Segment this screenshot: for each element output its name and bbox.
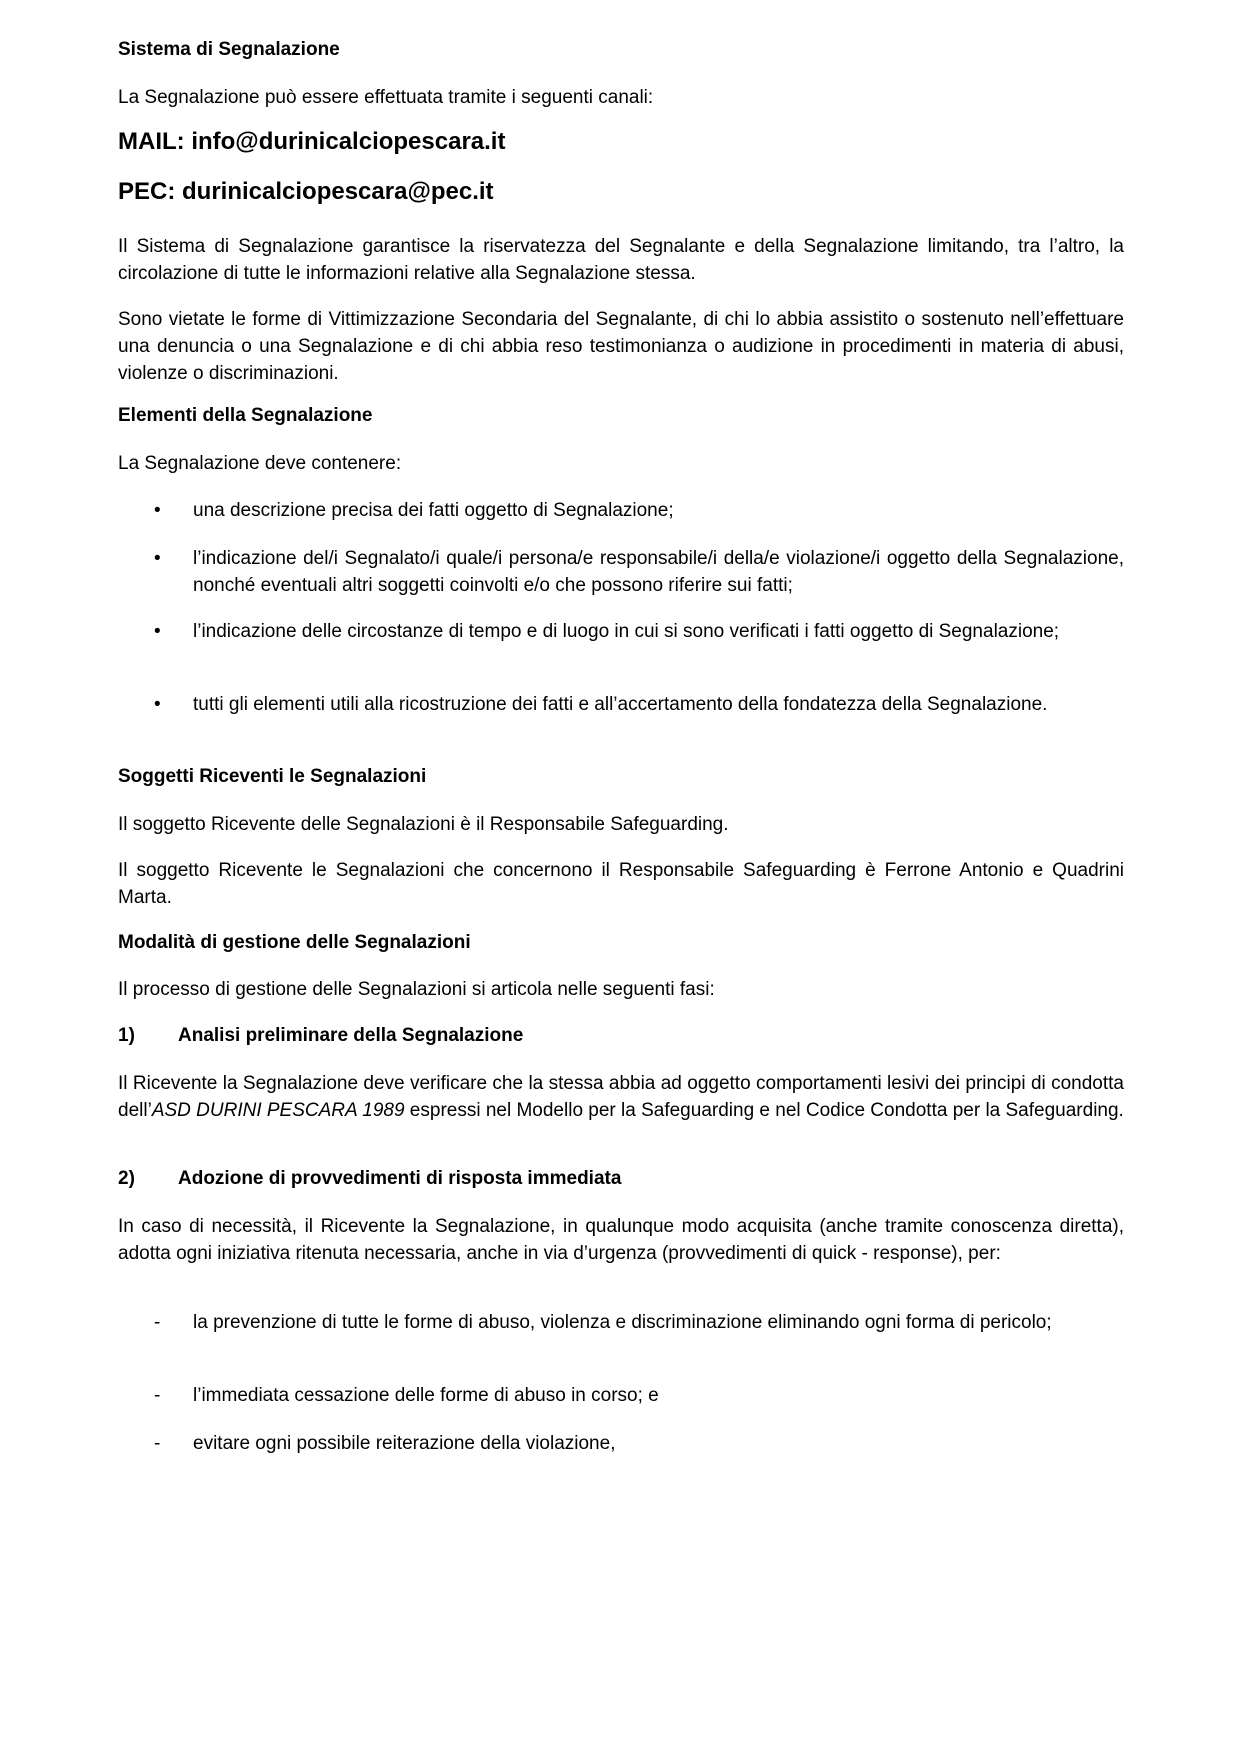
heading-soggetti-riceventi: Soggetti Riceventi le Segnalazioni xyxy=(118,766,427,787)
list-item-text: l’indicazione del/i Segnalato/i quale/i persona/e responsabile/i della/e violazione/i oggetto della Segnalazione, nonché eventuali altri soggetti coinvolti e/o che possono riferire sui fatti; xyxy=(193,548,1124,596)
bullet-marker: • xyxy=(154,621,161,642)
bullet-marker: • xyxy=(154,694,161,715)
heading-sistema-segnalazione: Sistema di Segnalazione xyxy=(118,39,340,60)
intro-canali: La Segnalazione può essere effettuata tramite i seguenti canali: xyxy=(118,87,654,108)
fase-number: 1) xyxy=(118,1025,135,1046)
pec-contact: PEC: durinicalciopescara@pec.it xyxy=(118,178,494,205)
fase-title: Adozione di provvedimenti di risposta immediata xyxy=(178,1168,622,1189)
fase-number: 2) xyxy=(118,1168,135,1189)
bullet-marker: • xyxy=(154,548,161,569)
paragraph-vittimizzazione: Sono vietate le forme di Vittimizzazione Secondaria del Segnalante, di chi lo abbia assistito o sostenuto nell’effettuare una denuncia o una Segnalazione e di chi abbia reso testimonianza o audizione in procedimenti in materia di abusi, violenze o discriminazioni. xyxy=(118,309,1124,384)
list-item-text: l’immediata cessazione delle forme di abuso in corso; e xyxy=(193,1385,659,1406)
organization-name: ASD DURINI PESCARA 1989 xyxy=(151,1100,405,1121)
paragraph-fase-1 xyxy=(118,1070,1124,1124)
paragraph-riservatezza: Il Sistema di Segnalazione garantisce la riservatezza del Segnalante e della Segnalazione limitando, tra l’altro, la circolazione di tutte le informazioni relative alla Segnalazione stessa. xyxy=(118,236,1124,284)
dash-marker: - xyxy=(154,1385,161,1406)
heading-elementi-segnalazione: Elementi della Segnalazione xyxy=(118,405,373,426)
list-item-text: tutti gli elementi utili alla ricostruzione dei fatti e all’accertamento della fondatezza della Segnalazione. xyxy=(193,694,1048,715)
fase-title: Analisi preliminare della Segnalazione xyxy=(178,1025,524,1046)
bullet-marker: • xyxy=(154,500,161,521)
dash-marker: - xyxy=(154,1433,161,1454)
intro-processo: Il processo di gestione delle Segnalazioni si articola nelle seguenti fasi: xyxy=(118,979,715,1000)
mail-contact: MAIL: info@durinicalciopescara.it xyxy=(118,128,506,155)
paragraph-ricevente: Il soggetto Ricevente delle Segnalazioni è il Responsabile Safeguarding. xyxy=(118,814,729,835)
fase-1-text-after: espressi nel Modello per la Safeguarding e nel Codice Condotta per la Safeguarding. xyxy=(404,1100,1124,1121)
list-item-text: evitare ogni possibile reiterazione della violazione, xyxy=(193,1433,616,1454)
paragraph-fase-2: In caso di necessità, il Ricevente la Segnalazione, in qualunque modo acquisita (anche tramite conoscenza diretta), adotta ogni iniziativa ritenuta necessaria, anche in via d’urgenza (provvedimenti di quick - response), per: xyxy=(118,1216,1124,1264)
heading-modalita-gestione: Modalità di gestione delle Segnalazioni xyxy=(118,932,471,953)
intro-contenere: La Segnalazione deve contenere: xyxy=(118,453,402,474)
paragraph-ricevente-responsabile: Il soggetto Ricevente le Segnalazioni che concernono il Responsabile Safeguarding è Ferrone Antonio e Quadrini Marta. xyxy=(118,860,1124,908)
dash-marker: - xyxy=(154,1312,161,1333)
list-item-text: una descrizione precisa dei fatti oggetto di Segnalazione; xyxy=(193,500,674,521)
fase-1-text-before: Il Ricevente la Segnalazione deve verificare che la stessa abbia ad oggetto comportamenti lesivi dei principi di condotta dell’ xyxy=(118,1073,1124,1121)
list-item-text: la prevenzione di tutte le forme di abuso, violenza e discriminazione eliminando ogni forma di pericolo; xyxy=(193,1312,1052,1333)
list-item-text: l’indicazione delle circostanze di tempo e di luogo in cui si sono verificati i fatti oggetto di Segnalazione; xyxy=(193,621,1060,642)
